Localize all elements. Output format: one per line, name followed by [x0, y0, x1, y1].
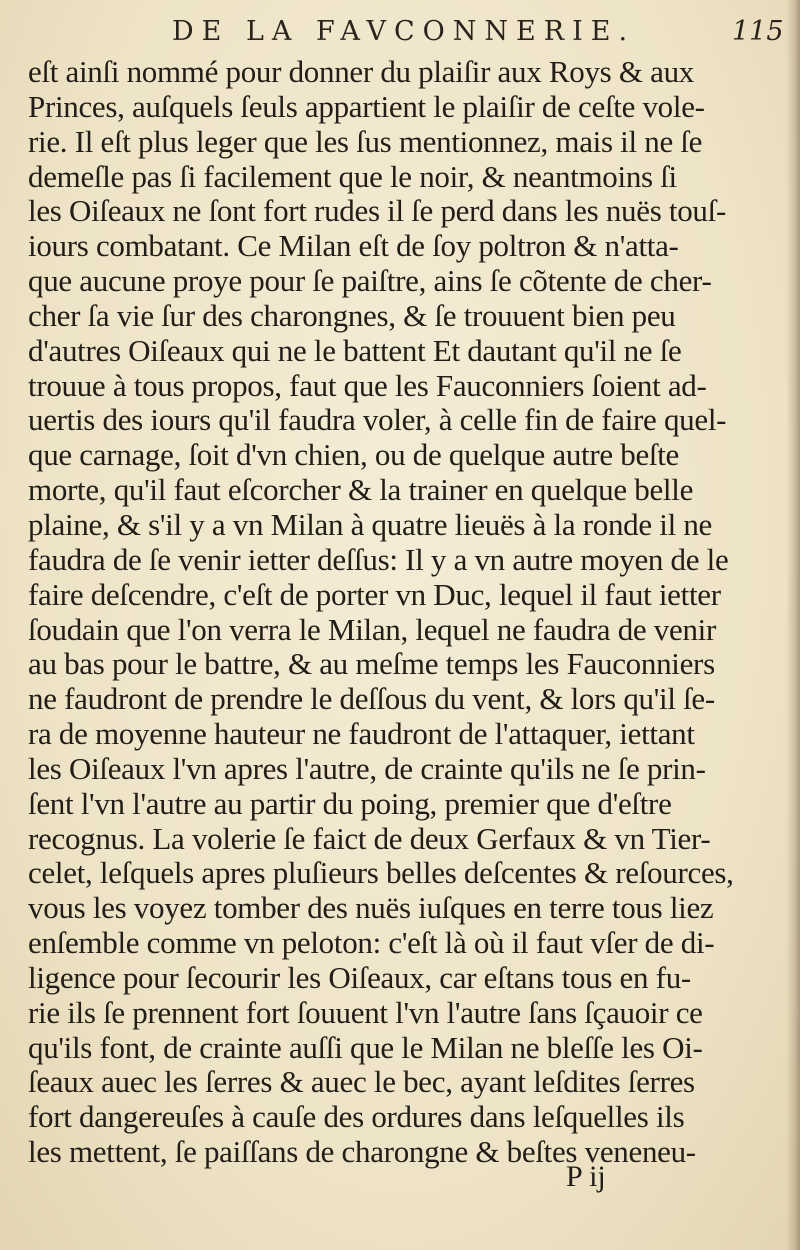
text-line: plaine, & s'il y a vn Milan à quatre lieuës à la ronde il ne: [28, 507, 713, 542]
text-line: rie ils ſe prennent fort ſouuent l'vn l'autre ſans ſçauoir ce: [28, 995, 703, 1030]
text-line: ſeaux auec les ſerres & auec le bec, ayant leſdites ſerres: [28, 1065, 695, 1100]
text-line: faudra de ſe venir ietter deſſus: Il y a vn autre moyen de le: [28, 542, 729, 577]
body-text: [28, 55, 780, 1170]
text-line: ne faudront de prendre le deſſous du vent, & lors qu'il ſe-: [28, 682, 715, 717]
text-line: les mettent, ſe paiſſans de charongne & beſtes veneneu-: [28, 1135, 696, 1170]
text-line: ra de moyenne hauteur ne faudront de l'attaquer, iettant: [28, 717, 695, 752]
text-line: vous les voyez tomber des nuës iuſques en terre tous liez: [28, 891, 714, 926]
text-line: d'autres Oiſeaux qui ne le battent Et dautant qu'il ne ſe: [28, 333, 682, 368]
text-line: celet, leſquels apres pluſieurs belles deſcentes & reſources,: [28, 856, 734, 891]
text-line: recognus. La volerie ſe faict de deux Gerfaux & vn Tier-: [28, 821, 711, 856]
text-line: uertis des iours qu'il faudra voler, à celle fin de faire quel-: [28, 403, 727, 438]
running-title: DE LA FAVCONNERIE.: [172, 16, 636, 47]
text-line: ligence pour ſecourir les Oiſeaux, car eſtans tous en fu-: [28, 960, 691, 995]
text-line: iours combatant. Ce Milan eſt de ſoy poltron & n'atta-: [28, 229, 679, 264]
signature-mark: P ij: [566, 1160, 606, 1193]
text-line: fort dangereuſes à cauſe des ordures dans leſquelles ils: [28, 1100, 685, 1135]
text-line: cher ſa vie ſur des charongnes, & ſe trouuent bien peu: [28, 298, 676, 333]
text-line: les Oiſeaux ne ſont fort rudes il ſe perd dans les nuës touſ-: [28, 194, 726, 229]
text-line: que aucune proye pour ſe paiſtre, ains ſe cõtente de cher-: [28, 264, 712, 299]
text-line: Princes, auſquels ſeuls appartient le plaiſir de ceſte vole-: [28, 89, 705, 124]
page-gutter-shadow: [786, 0, 800, 1250]
text-line: ſent l'vn l'autre au partir du poing, premier que d'eſtre: [28, 786, 672, 821]
text-line: trouue à tous propos, faut que les Fauconniers ſoient ad-: [28, 368, 707, 403]
text-line: morte, qu'il faut eſcorcher & la trainer en quelque belle: [28, 473, 694, 508]
text-line: enſemble comme vn peloton: c'eſt là où il faut vſer de di-: [28, 926, 715, 961]
text-line: les Oiſeaux l'vn apres l'autre, de crainte qu'ils ne ſe prin-: [28, 751, 706, 786]
page-header: [0, 12, 800, 52]
text-line: que carnage, ſoit d'vn chien, ou de quelque autre beſte: [28, 438, 680, 473]
text-line: faire deſcendre, c'eſt de porter vn Duc, lequel il faut ietter: [28, 577, 721, 612]
text-line: au bas pour le battre, & au meſme temps les Fauconniers: [28, 647, 715, 682]
text-line: demeſle pas ſi facilement que le noir, & neantmoins ſi: [28, 159, 677, 194]
text-line: ſoudain que l'on verra le Milan, lequel ne faudra de venir: [28, 612, 717, 647]
text-line: qu'ils font, de crainte auſſi que le Milan ne bleſſe les Oi-: [28, 1030, 703, 1065]
text-line: rie. Il eſt plus leger que les ſus mentionnez, mais il ne ſe: [28, 124, 703, 159]
folio-number: 115: [732, 16, 784, 47]
text-line: eſt ainſi nommé pour donner du plaiſir aux Roys & aux: [28, 55, 694, 89]
